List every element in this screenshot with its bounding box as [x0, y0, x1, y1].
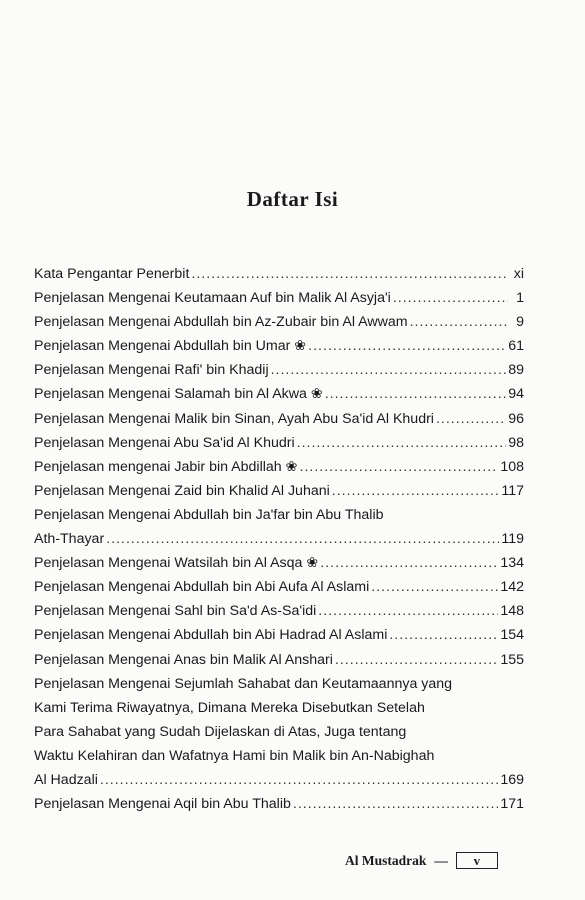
- toc-entry-title: Penjelasan Mengenai Salamah bin Al Akwa ❀: [34, 386, 323, 403]
- dot-leader: [100, 768, 498, 792]
- dot-leader: [318, 599, 498, 623]
- toc-entry-title: Penjelasan mengenai Jabir bin Abdillah ❀: [34, 458, 298, 475]
- toc-page-number: 119: [501, 531, 524, 548]
- toc-entry-title: Penjelasan Mengenai Abdullah bin Abi Aufa Al Aslami: [34, 579, 370, 596]
- toc-entry-line: [34, 382, 524, 406]
- dot-leader: [393, 286, 508, 310]
- toc-entry-title: Penjelasan Mengenai Rafi' bin Khadij: [34, 362, 269, 379]
- toc-entry-title: Waktu Kelahiran dan Wafatnya Hami bin Malik bin An-Nabighah: [34, 747, 435, 764]
- toc-entry-line: [34, 623, 524, 647]
- dot-leader: [436, 407, 506, 431]
- toc-entry-title: Penjelasan Mengenai Zaid bin Khalid Al Juhani: [34, 482, 330, 499]
- toc-entry-line: [34, 334, 524, 358]
- dot-leader: [335, 648, 498, 672]
- toc-entry-title: Penjelasan Mengenai Sejumlah Sahabat dan Keutamaannya yang: [34, 675, 453, 692]
- toc-entry-line: [34, 455, 524, 479]
- toc-entry-title: Penjelasan Mengenai Abdullah bin Az-Zubair bin Al Awwam: [34, 314, 408, 331]
- toc-page-number: 155: [500, 651, 524, 668]
- toc-page-number: 61: [508, 338, 524, 355]
- toc-entry-line: [34, 744, 524, 768]
- toc-entry-line: [34, 696, 524, 720]
- toc-entry-line: [34, 551, 524, 575]
- toc-entry-line: [34, 358, 524, 382]
- toc-entry-line: [34, 575, 524, 599]
- toc-entry-line: [34, 768, 524, 792]
- toc-page-number: xi: [513, 266, 524, 282]
- toc-entry-line: [34, 479, 524, 503]
- toc-entry-line: [34, 407, 524, 431]
- toc-page-number: 108: [500, 458, 524, 475]
- dot-leader: [389, 623, 498, 647]
- toc-entry-title: Penjelasan Mengenai Abdullah bin Abi Hadrad Al Aslami: [34, 627, 388, 644]
- page-footer: [345, 852, 498, 869]
- toc-entry-title: Penjelasan Mengenai Anas bin Malik Al Anshari: [34, 651, 333, 668]
- toc-page-number: 148: [500, 603, 524, 620]
- toc-entry-title: Penjelasan Mengenai Aqil bin Abu Thalib: [34, 796, 291, 813]
- toc-entry-line: [34, 310, 524, 334]
- toc-entry-title: Penjelasan Mengenai Sahl bin Sa'd As-Sa'idi: [34, 603, 317, 620]
- toc-entry-title: Penjelasan Mengenai Abdullah bin Ja'far bin Abu Thalib: [34, 506, 384, 523]
- toc-entry-title: Penjelasan Mengenai Watsilah bin Al Asqa ❀: [34, 555, 319, 572]
- toc-entry-title: Kami Terima Riwayatnya, Dimana Mereka Disebutkan Setelah: [34, 699, 425, 716]
- toc-entry-line: [34, 599, 524, 623]
- dot-leader: [325, 382, 506, 406]
- toc-entry-line: [34, 503, 524, 527]
- toc-entry-line: [34, 527, 524, 551]
- toc-entry-line: [34, 672, 524, 696]
- toc-page-number: 169: [500, 771, 524, 788]
- dot-leader: [293, 792, 498, 816]
- dot-leader: [371, 575, 498, 599]
- toc-page-number: 89: [508, 362, 524, 379]
- footer-dash: —: [434, 852, 448, 868]
- toc-page-number: 1: [516, 290, 524, 307]
- toc-entry-title: Ath-Thayar: [34, 531, 105, 548]
- toc-page-number: 142: [500, 579, 524, 596]
- toc-page-number: 134: [500, 555, 524, 572]
- dot-leader: [410, 310, 508, 334]
- dot-leader: [191, 262, 508, 286]
- toc-page-number: 171: [500, 796, 524, 813]
- toc-entry-line: [34, 648, 524, 672]
- page-number: v: [456, 852, 498, 869]
- toc-page-number: 154: [500, 627, 524, 644]
- toc-entry-title: Penjelasan Mengenai Malik bin Sinan, Ayah Abu Sa'id Al Khudri: [34, 410, 434, 427]
- dot-leader: [106, 527, 499, 551]
- toc-page-number: 94: [508, 386, 524, 403]
- toc-entry-line: [34, 262, 524, 286]
- toc-entry-title: Kata Pengantar Penerbit: [34, 266, 190, 282]
- dot-leader: [308, 334, 506, 358]
- toc-entry-title: Penjelasan Mengenai Abu Sa'id Al Khudri: [34, 434, 295, 451]
- page-title: Daftar Isi: [246, 187, 339, 211]
- toc-entry-line: [34, 286, 524, 310]
- toc-entry-title: Para Sahabat yang Sudah Dijelaskan di Atas, Juga tentang: [34, 723, 407, 740]
- toc-entry-title: Penjelasan Mengenai Abdullah bin Umar ❀: [34, 338, 307, 355]
- toc-entry-line: [34, 720, 524, 744]
- dot-leader: [320, 551, 498, 575]
- book-title: Al Mustadrak: [345, 852, 427, 868]
- toc-page-number: 9: [516, 314, 524, 331]
- dot-leader: [271, 358, 507, 382]
- table-of-contents: [34, 262, 524, 816]
- dot-leader: [332, 479, 500, 503]
- toc-entry-title: Penjelasan Mengenai Keutamaan Auf bin Malik Al Asyja'i: [34, 290, 391, 307]
- toc-page-number: 117: [501, 482, 524, 499]
- dot-leader: [297, 431, 507, 455]
- toc-page-number: 98: [508, 434, 524, 451]
- toc-page-number: 96: [508, 410, 524, 427]
- toc-entry-title: Al Hadzali: [34, 771, 98, 788]
- toc-entry-line: [34, 431, 524, 455]
- toc-entry-line: [34, 792, 524, 816]
- dot-leader: [300, 455, 499, 479]
